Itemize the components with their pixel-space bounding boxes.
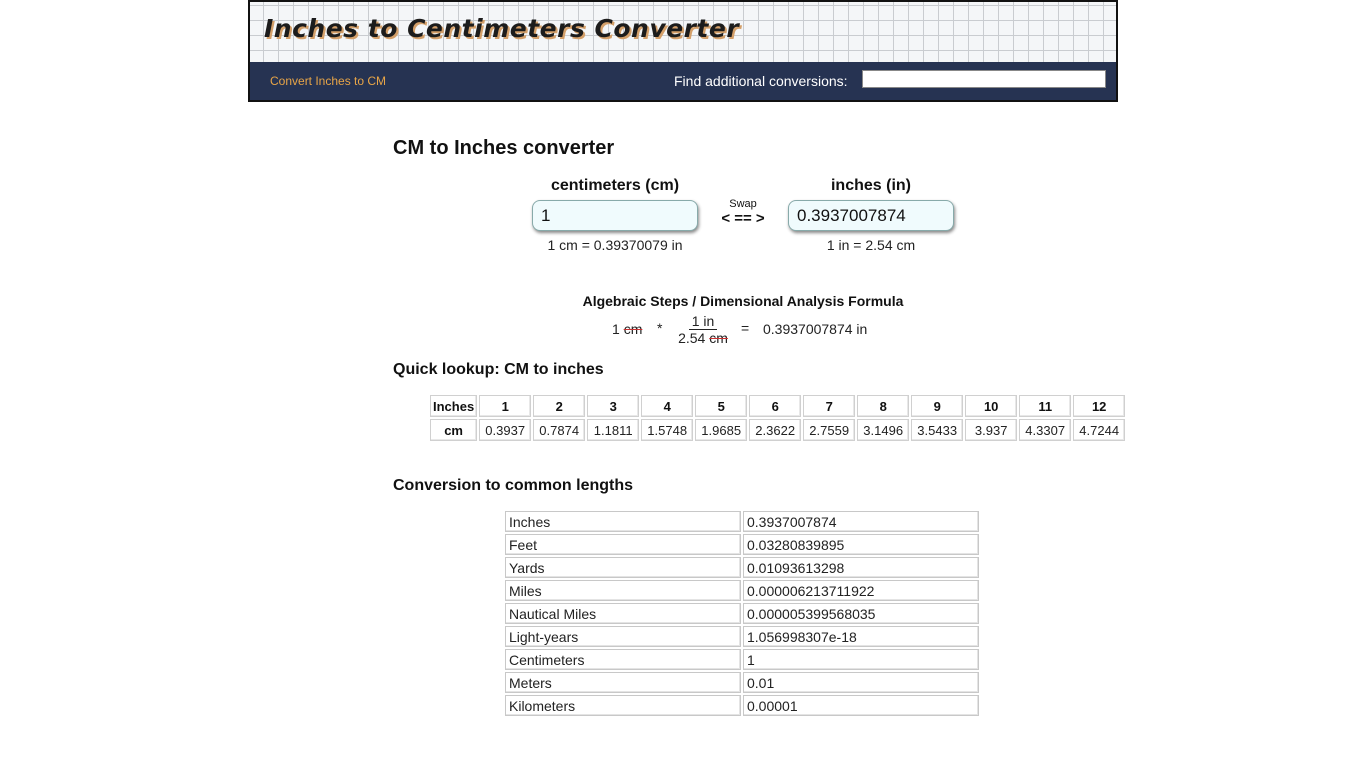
header-banner — [250, 2, 1116, 62]
nav-bar — [250, 62, 1116, 100]
table-row — [505, 695, 979, 716]
quick-lookup-header-cell: 8 — [857, 395, 909, 417]
fraction-denominator-unit: cm — [709, 330, 728, 346]
quick-lookup-value-cell: 0.3937 — [479, 419, 531, 441]
quick-lookup-value-cell: 4.3307 — [1019, 419, 1071, 441]
quick-lookup-title: Quick lookup: CM to inches — [393, 361, 604, 378]
table-row — [430, 395, 1125, 417]
quick-lookup-header-cell: 10 — [965, 395, 1017, 417]
formula-equals-sign: = — [741, 320, 750, 336]
common-length-unit: Yards — [505, 557, 741, 578]
quick-lookup-value-cell: 2.7559 — [803, 419, 855, 441]
quick-lookup-header-cell: 7 — [803, 395, 855, 417]
table-row — [505, 672, 979, 693]
row-header-inches: Inches — [430, 395, 477, 417]
common-length-value: 0.000006213711922 — [743, 580, 979, 601]
common-length-unit: Centimeters — [505, 649, 741, 670]
common-length-value: 0.01 — [743, 672, 979, 693]
nav-link-convert-inches-to-cm[interactable]: Convert Inches to CM — [270, 74, 387, 88]
quick-lookup-header-cell: 12 — [1073, 395, 1125, 417]
quick-lookup-header-cell: 6 — [749, 395, 801, 417]
quick-lookup-value-cell: 3.1496 — [857, 419, 909, 441]
common-lengths-table — [503, 509, 981, 718]
quick-lookup-value-cell: 1.9685 — [695, 419, 747, 441]
formula-lhs — [612, 321, 642, 337]
quick-lookup-value-cell: 1.1811 — [587, 419, 639, 441]
quick-lookup-header-cell: 9 — [911, 395, 963, 417]
formula-title: Algebraic Steps / Dimensional Analysis Formula — [582, 293, 904, 309]
swap-button[interactable] — [712, 198, 774, 227]
common-length-unit: Miles — [505, 580, 741, 601]
quick-lookup-value-cell: 2.3622 — [749, 419, 801, 441]
common-length-unit: Inches — [505, 511, 741, 532]
common-length-value: 0.000005399568035 — [743, 603, 979, 624]
common-length-value: 0.01093613298 — [743, 557, 979, 578]
site-header — [248, 0, 1118, 102]
common-length-value: 0.3937007874 — [743, 511, 979, 532]
formula-fraction — [672, 313, 734, 347]
table-row — [430, 419, 1125, 441]
common-length-unit: Kilometers — [505, 695, 741, 716]
quick-lookup-table-container — [428, 393, 1120, 447]
table-row — [505, 580, 979, 601]
site-title[interactable]: Inches to Centimeters Converter — [264, 14, 740, 43]
formula-lhs-unit: cm — [623, 321, 643, 337]
cm-conversion-factor: 1 cm = 0.39370079 in — [547, 237, 683, 253]
quick-lookup-header-cell: 11 — [1019, 395, 1071, 417]
quick-lookup-header-cell: 3 — [587, 395, 639, 417]
formula-result: 0.3937007874 in — [763, 321, 868, 337]
formula-multiply-sign: * — [657, 320, 663, 336]
table-row — [505, 511, 979, 532]
swap-label: Swap — [729, 198, 757, 210]
quick-lookup-value-cell: 4.7244 — [1073, 419, 1125, 441]
table-row — [505, 534, 979, 555]
common-length-value: 1.056998307e-18 — [743, 626, 979, 647]
quick-lookup-header-cell: 1 — [479, 395, 531, 417]
common-length-value: 1 — [743, 649, 979, 670]
common-length-unit: Feet — [505, 534, 741, 555]
quick-lookup-value-cell: 1.5748 — [641, 419, 693, 441]
inches-input[interactable] — [788, 200, 954, 231]
fraction-denominator-number: 2.54 — [678, 330, 706, 346]
common-length-unit: Meters — [505, 672, 741, 693]
quick-lookup-value-cell: 0.7874 — [533, 419, 585, 441]
common-length-unit: Light-years — [505, 626, 741, 647]
quick-lookup-header-cell: 4 — [641, 395, 693, 417]
quick-lookup-value-cell: 3.937 — [965, 419, 1017, 441]
quick-lookup-value-cell: 3.5433 — [911, 419, 963, 441]
common-length-value: 0.03280839895 — [743, 534, 979, 555]
table-row — [505, 626, 979, 647]
centimeters-label: centimeters (cm) — [550, 177, 680, 194]
inches-label: inches (in) — [830, 177, 911, 194]
quick-lookup-header-cell: 2 — [533, 395, 585, 417]
find-conversions-input[interactable] — [862, 70, 1106, 88]
in-conversion-factor: 1 in = 2.54 cm — [826, 237, 916, 253]
table-row — [505, 603, 979, 624]
fraction-numerator: 1 in — [689, 313, 717, 330]
quick-lookup-header-cell: 5 — [695, 395, 747, 417]
formula-lhs-number: 1 — [612, 321, 620, 337]
row-header-cm: cm — [430, 419, 477, 441]
fraction-denominator — [672, 330, 734, 347]
table-row — [505, 649, 979, 670]
find-conversions-label: Find additional conversions: — [674, 73, 848, 89]
common-length-unit: Nautical Miles — [505, 603, 741, 624]
common-lengths-title: Conversion to common lengths — [393, 477, 634, 494]
centimeters-input[interactable] — [532, 200, 698, 231]
page-title: CM to Inches converter — [393, 137, 615, 159]
table-row — [505, 557, 979, 578]
swap-arrow-icon: < == > — [721, 210, 765, 227]
quick-lookup-table — [428, 393, 1127, 443]
common-length-value: 0.00001 — [743, 695, 979, 716]
